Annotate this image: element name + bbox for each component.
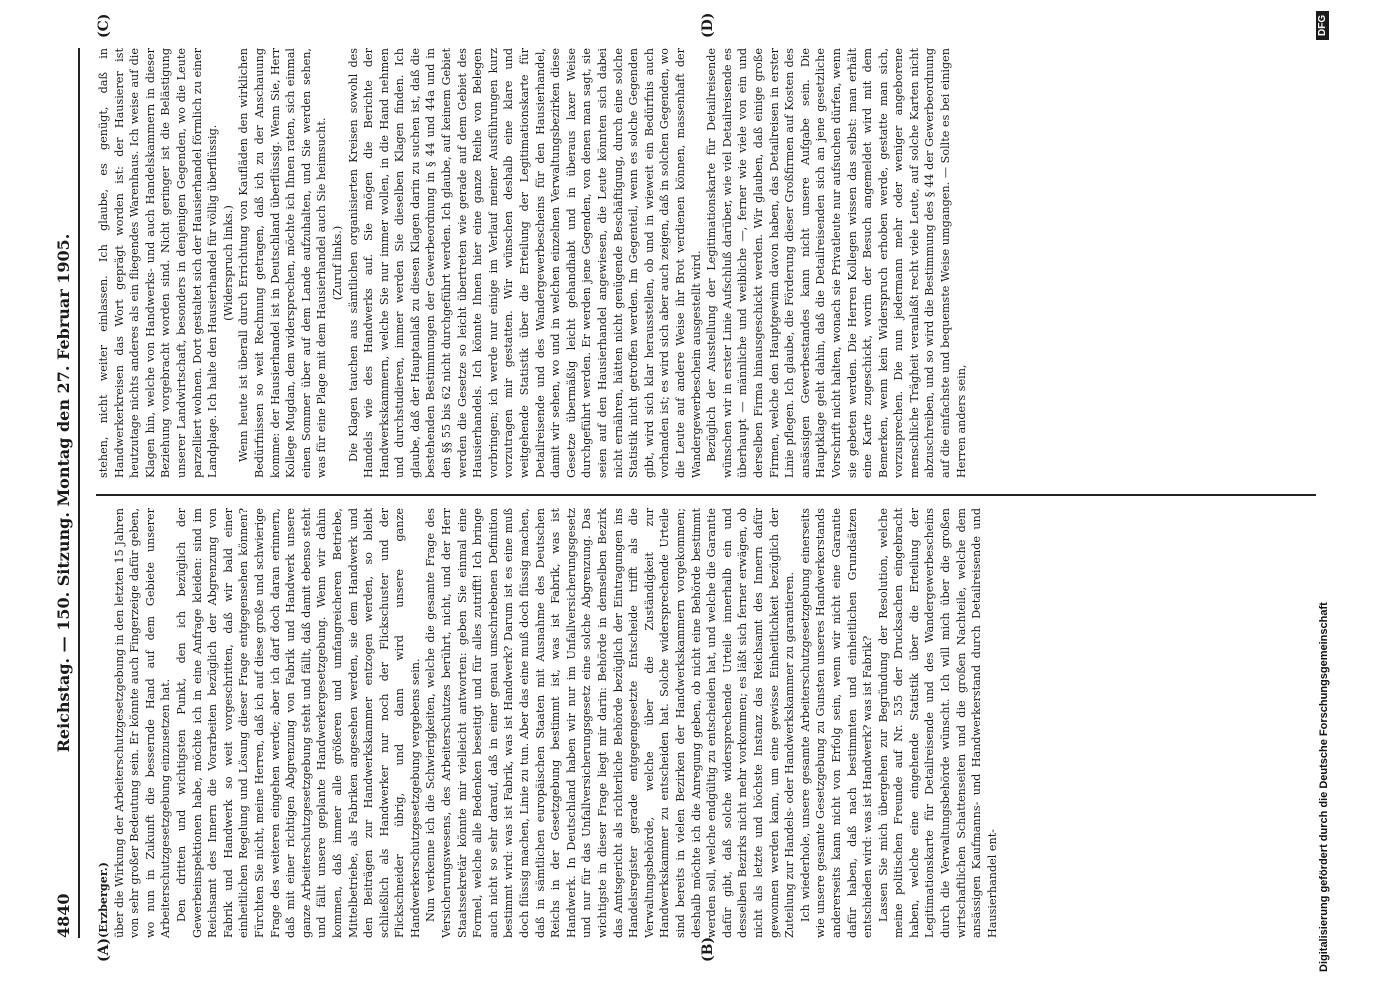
interjection: (Widerspruch links.): [221, 205, 235, 321]
digitization-note: Digitalisierung gefördert durch die Deutsche Forschungsgemeinschaft: [1318, 602, 1330, 972]
dfg-logo: DFG: [1316, 11, 1329, 40]
left-column: [96, 508, 1296, 938]
left-paragraph: Nun verkenne ich die Schwierigkeiten, welche die gesamte Frage des Versicherungswesens, des Arbeiterschutzes berührt, nicht, und der Herr Staatssekretär könnte mir vielleicht antworten: geben Sie einmal eine Formel, welche alle Bedenken beseitigt und für alles zutrifft! Ich bringe auch nicht so sehr darauf, daß in einer genau umschriebenen Definition bestimmt wird: was ist Fabrik, was ist Handwerk? Darum ist es eine muß doch flüssig machen, Linie zu tun. Aber das eine muß doch flüssig machen, daß in sämtlichen europäischen Staaten mit Ausnahme des Deutschen Reichs in der Gesetzgebung bestimmt ist, was ist Fabrik, was ist Handwerk. In Deutschland haben wir nur im Unfallversicherungsgesetz und nur für das Unfallversicherungsgesetz eine solche Abgrenzung. Das wichtigste in dieser Frage liegt mir darin: Behörde in demselben Bezirk das Amtsgericht als richterliche Behörde bezüglich der Eintragungen ins Handelsregister gerade entgegengesetzte Entscheide trifft als die Verwaltungsbehörde, welche über die Zuständigkeit zur Handwerkskammer zu entscheiden hat. Solche widersprechende Urteile sind bereits in vielen Bezirken der Handwerkskammern vorgekommen; deshalb möchte ich die Anregung geben, ob nicht eine Behörde bestimmt werden soll, welche endgültig zu entscheiden hat, und welche die Garantie dafür gibt, daß solche widersprechende Urteile innerhalb ein und desselben Bezirks nicht mehr vorkommen; es läßt sich ferner erwägen, ob nicht als letzte und höchste Instanz das Reichsamt des Innern dafür gewonnen werden kann, um eine gewisse Einheitlichkeit bezüglich der Zuteilung zur Handels- oder Handwerkskammer zu garantieren.: [424, 508, 797, 938]
page-number: 4840: [54, 893, 73, 938]
margin-marker-c: (C): [96, 13, 112, 38]
left-paragraph: Den dritten und wichtigsten Punkt, den ich bezüglich der Gewerbeinspektionen habe, möchte ich in eine Anfrage kleiden: sind im Reichsamt des Innern die Vorarbeiten bezüglich der Abgrenzung von Fabrik und Handwerk so weit vorgeschritten, daß wir bald einer einheitlichen Regelung und Lösung dieser Frage entgegensehen können? Fürchten Sie nicht, meine Herren, daß ich auf diese große und schwierige Frage des weiteren eingehen werde; aber ich darf doch daran erinnern, daß mit einer richtigen Abgrenzung von Fabrik und Handwerk unsere ganze Arbeiterschutzgesetzgebung steht und fällt, daß damit ebenso steht und fällt unsere geplante Handwerkergesetzgebung. Wenn wir dahin kommen, daß immer alle größeren und umfangreicheren Betriebe, Mittelbetriebe, als Fabriken angesehen werden, sie dem Handwerk und den Beiträgen zur Handwerkskammer entzogen werden, so bleibt schließlich als Handwerker nur noch der Flickschuster und der Flickschneider übrig, und dann wird unsere ganze Handwerkerschutzgesetzgebung vergebens sein.: [174, 508, 422, 938]
left-paragraph: Ich wiederhole, unsere gesamte Arbeiterschutzgesetzgebung einerseits wie unsere gesamte Gesetzgebung zu Gunsten unseres Handwerkerstands andererseits kann nicht von Erfolg sein, wenn wir nicht eine Garantie dafür haben, daß nach bestimmten und einheitlichen Grundsätzen entschieden wird: was ist Handwerk? was ist Fabrik?: [798, 508, 875, 938]
column-divider: [96, 494, 1316, 496]
right-paragraph: stehen, nicht weiter einlassen. Ich glaube, es genügt, daß in Handwerkerkreisen das Wort geprägt worden ist: der Hausierer ist heutzutage nichts anderes als ein fliegendes Warenhaus. Ich weise auf die Klagen hin, welche von Handwerks- und auch Handelskammern in dieser Beziehung vorgebracht worden sind. Nicht geringer ist die Belästigung unserer Landwirtschaft, besonders in denjenigen Gegenden, wo die Leute parzelliert wohnen. Dort gestaltet sich der Hausierhandel förmlich zu einer Landplage. Ich halte den Hausierhandel für völlig überflüssig.: [97, 48, 220, 478]
page-running-title: Reichstag. — 150. Sitzung. Montag den 27. Februar 1905.: [54, 233, 73, 753]
left-paragraph: über die Wirkung der Arbeiterschutzgesetzgebung in den letzten 15 Jahren von sehr großer Bedeutung sein. Er könnte auch Fingerzeige dafür geben, wo nun in Zukunft die bessernde Hand auf dem Gebiete unserer Arbeiterschutzgesetzgebung einzusetzen hat.: [112, 508, 173, 938]
header-rule: [78, 48, 80, 938]
left-paragraph: Lassen Sie mich übergehen zur Begründung der Resolution, welche meine politischen Freunde auf Nr. 535 der Drucksachen eingebracht haben, welche eine eingehende Statistik über die Erteilung der Legitimationskarte für Detailreisende und des Wandergewerbescheins durch die Verwaltungsbehörde wünscht. Ich will mich über die großen wirtschaftlichen Schattenseiten und die großen Nachteile, welche dem ansässigen Kaufmanns- und Handwerkerstand durch Detailreisende und Hausierhandel ent-: [876, 508, 999, 938]
margin-marker-a: (A): [96, 937, 112, 962]
right-paragraph: Wenn heute ist überall durch Errichtung von Kaufläden den wirklichen Bedürfnissen so weit Rechnung getragen, daß ich zu der Anschauung komme: der Hausierhandel ist in Deutschland überflüssig. Wenn Sie, Herr Kollege Mugdan, dem widersprechen, möchte ich Ihnen raten, sich einmal einen Sommer über auf dem Lande aufzuhalten, und Sie werden sehen, was für eine Plage mit dem Hausierhandel auch Sie heimsucht.: [237, 48, 329, 478]
page-header: [50, 48, 80, 938]
interjection: (Zuruf links.): [330, 225, 344, 301]
right-paragraph: Die Klagen tauchen aus sämtlichen organisierten Kreisen sowohl des Handels wie des Handwerks auf. Sie mögen die Berichte der Handwerkskammern, welche Sie nur immer wollen, in die Hand nehmen und durchstudieren, immer werden Sie dieselben Klagen finden. Ich glaube, daß der Hauptanlaß zu diesen Klagen darin zu suchen ist, daß die bestehenden Bestimmungen der Gewerbeordnung in § 44 und 44a und in den §§ 55 bis 62 nicht durchgeführt werden. Ich glaube, auf keinem Gebiet werden die Gesetze so leicht übertreten wie gerade auf dem Gebiet des Hausierhandels. Ich könnte Ihnen hier eine ganze Reihe von Belegen vorbringen; ich werde nur einige im Verlauf meiner Ausführungen kurz vorzutragen mir gestatten. Wir wünschen deshalb eine klare und weitgehende Statistik über die Erteilung der Legitimationskarte für Detailreisende und des Wandergewerbescheins für den Hausierhandel, damit wir sehen, wo und in welchen einzelnen Verwaltungsbezirken diese Gesetze übermäßig leicht gehandhabt und in überaus laxer Weise durchgeführt werden. Er werden jene Gegenden, von denen man sagt, sie seien auf den Hausierhandel angewiesen, die Leute könnten sich dabei nicht ernähren, hätten nicht genügende Beschäftigung, durch eine solche Statistik nicht getroffen werden. Im Gegenteil, wenn es solche Gegenden gibt, wird sich klar herausstellen, ob und in wieweit ein Bedürfnis auch vorhanden ist; es wird sich aber auch zeigen, daß in solchen Gegenden, wo die Leute auf andere Weise ihr Brot verdienen können, massenhaft der Wandergewerbeschein ausgestellt wird.: [346, 48, 703, 478]
margin-marker-b: (B): [700, 936, 716, 962]
right-paragraph: Bezüglich der Ausstellung der Legitimationskarte für Detailreisende wünschen wir in erster Linie Aufschluß darüber, wie viel Detailreisende es überhaupt — männliche und weibliche —, ferner wie viele von ein und derselben Firma hinausgeschickt werden. Wir glauben, daß einige große Firmen, welche den Hauptgewinn davon haben, das Detailreisen in erster Linie pflegen. Ich glaube, die Förderung dieser Großfirmen auf Kosten des ansässigen Gewerbestandes kann nicht unsere Aufgabe sein. Die Hauptklage geht dahin, daß die Detailreisenden sich an jene gesetzliche Vorschrift nicht halten, wonach sie Privatleute nur aufsuchen dürfen, wenn sie gebeten werden. Die Herren Kollegen wissen das selbst: man erhält eine Karte zugeschickt, worin der Besuch angemeldet wird mit dem Bemerken, wenn kein Widerspruch erhoben werde, gestatte man sich, vorzusprechen. Die nun jedermann mehr oder weniger angeborene menschliche Trägheit veranlaßt recht viele Leute, auf solche Karten nicht abzuschreiben, und so wird die Bestimmung des § 44 der Gewerbeordnung auf die einfachste und bequemste Weise umgangen. — Sollte es bei einigen Herren anders sein,: [705, 48, 968, 478]
right-column: [96, 48, 1296, 478]
speaker-name: (Erzberger.): [96, 862, 110, 938]
margin-marker-d: (D): [700, 12, 716, 38]
